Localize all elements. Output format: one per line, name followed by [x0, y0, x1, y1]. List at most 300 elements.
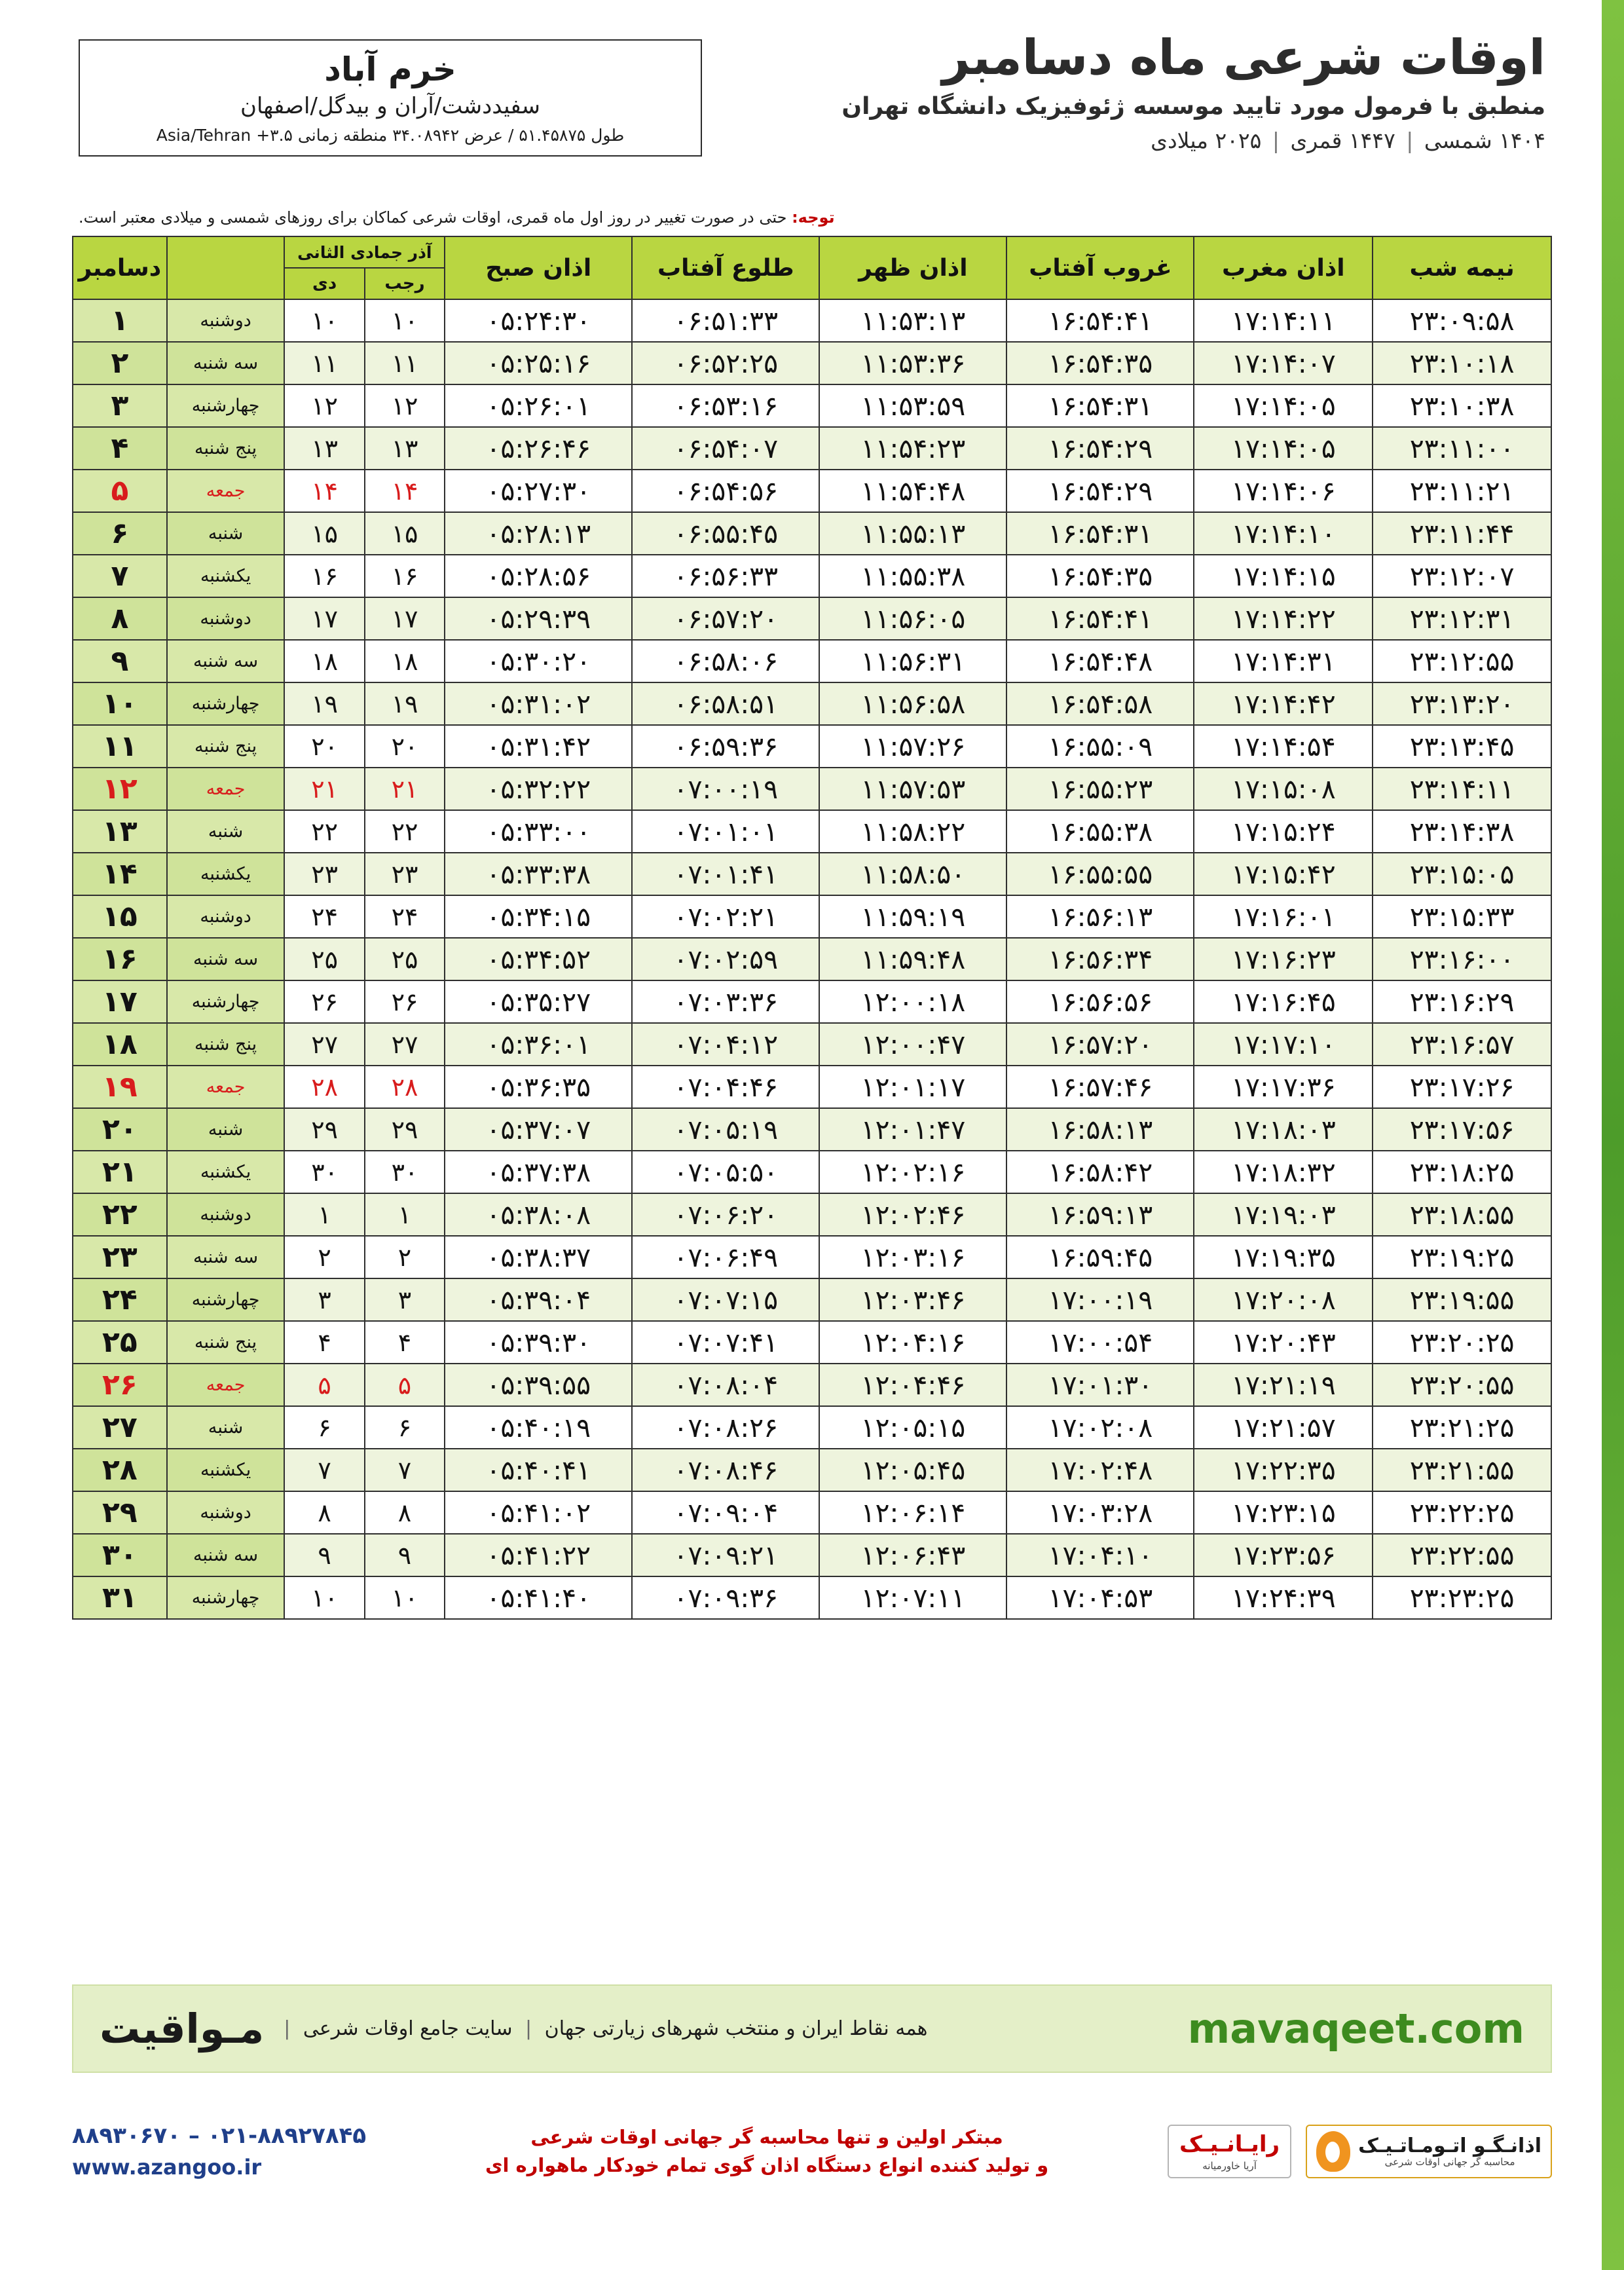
cell-sunrise: ۰۷:۰۷:۴۱ [632, 1321, 819, 1364]
cell-fajr: ۰۵:۴۰:۴۱ [445, 1449, 632, 1491]
cell-sunset: ۱۷:۰۲:۰۸ [1006, 1406, 1194, 1449]
cell-maghrib: ۱۷:۲۴:۳۹ [1194, 1576, 1373, 1619]
cell-shamsi: ۱۷ [284, 597, 364, 640]
cell-sunrise: ۰۶:۵۶:۳۳ [632, 555, 819, 597]
cell-dhuhr: ۱۲:۰۵:۱۵ [819, 1406, 1006, 1449]
cell-dhuhr: ۱۲:۰۴:۴۶ [819, 1364, 1006, 1406]
cell-weekday: جمعه [167, 1066, 285, 1108]
cell-sunrise: ۰۷:۰۲:۲۱ [632, 895, 819, 938]
cell-dhuhr: ۱۱:۵۵:۳۸ [819, 555, 1006, 597]
cell-sunset: ۱۷:۰۴:۵۳ [1006, 1576, 1194, 1619]
th-calendar-group: آذر جمادی الثانی [284, 236, 445, 268]
cell-qamari: ۱۰ [365, 299, 445, 342]
cell-maghrib: ۱۷:۲۳:۵۶ [1194, 1534, 1373, 1576]
table-row [73, 1364, 1551, 1406]
table-row [73, 1449, 1551, 1491]
cell-weekday: سه شنبه [167, 342, 285, 384]
table-row [73, 470, 1551, 512]
cell-day: ۲۸ [73, 1449, 167, 1491]
cell-sunset: ۱۶:۵۵:۳۸ [1006, 810, 1194, 853]
cell-shamsi: ۲۹ [284, 1108, 364, 1151]
cell-dhuhr: ۱۱:۵۶:۳۱ [819, 640, 1006, 682]
brand-tagline-sep-2: | [284, 2017, 291, 2040]
cell-shamsi: ۲۵ [284, 938, 364, 980]
prayer-times-table-wrap [72, 236, 1552, 1620]
cell-maghrib: ۱۷:۲۱:۱۹ [1194, 1364, 1373, 1406]
cell-fajr: ۰۵:۳۳:۳۸ [445, 853, 632, 895]
cell-qamari: ۸ [365, 1491, 445, 1534]
cell-qamari: ۱۷ [365, 597, 445, 640]
table-row [73, 938, 1551, 980]
cell-shamsi: ۱۲ [284, 384, 364, 427]
cell-sunset: ۱۶:۵۴:۳۱ [1006, 384, 1194, 427]
cell-sunset: ۱۶:۵۴:۳۵ [1006, 555, 1194, 597]
cell-dhuhr: ۱۲:۰۱:۴۷ [819, 1108, 1006, 1151]
cell-midnight: ۲۳:۱۲:۳۱ [1373, 597, 1551, 640]
cell-maghrib: ۱۷:۱۸:۳۲ [1194, 1151, 1373, 1193]
cell-weekday: شنبه [167, 512, 285, 555]
cell-fajr: ۰۵:۲۴:۳۰ [445, 299, 632, 342]
cell-fajr: ۰۵:۴۰:۱۹ [445, 1406, 632, 1449]
cell-maghrib: ۱۷:۱۴:۵۴ [1194, 725, 1373, 768]
cell-sunset: ۱۶:۵۵:۰۹ [1006, 725, 1194, 768]
cell-sunset: ۱۷:۰۱:۳۰ [1006, 1364, 1194, 1406]
page-subtitle: منطبق با فرمول مورد تایید موسسه ژئوفیزیک دانشگاه تهران [841, 92, 1545, 120]
cell-weekday: سه شنبه [167, 938, 285, 980]
cell-sunset: ۱۶:۵۴:۴۱ [1006, 299, 1194, 342]
cell-fajr: ۰۵:۳۰:۲۰ [445, 640, 632, 682]
cell-sunset: ۱۶:۵۴:۴۸ [1006, 640, 1194, 682]
cell-maghrib: ۱۷:۱۴:۱۰ [1194, 512, 1373, 555]
th-dhuhr: اذان ظهر [819, 236, 1006, 299]
cell-weekday: پنج شنبه [167, 1023, 285, 1066]
cell-day: ۱۵ [73, 895, 167, 938]
cell-qamari: ۲۴ [365, 895, 445, 938]
cell-shamsi: ۲۰ [284, 725, 364, 768]
cell-sunrise: ۰۶:۵۳:۱۶ [632, 384, 819, 427]
cell-fajr: ۰۵:۲۶:۴۶ [445, 427, 632, 470]
th-qamari: رجب [365, 268, 445, 299]
cell-maghrib: ۱۷:۱۴:۰۵ [1194, 384, 1373, 427]
cell-sunrise: ۰۶:۵۹:۳۶ [632, 725, 819, 768]
cell-dhuhr: ۱۱:۵۴:۲۳ [819, 427, 1006, 470]
year-miladi: ۲۰۲۵ میلادی [1151, 127, 1262, 153]
footer-bottom [72, 2086, 1552, 2217]
cell-shamsi: ۱ [284, 1193, 364, 1236]
cell-weekday: جمعه [167, 768, 285, 810]
cell-shamsi: ۲۱ [284, 768, 364, 810]
cell-maghrib: ۱۷:۱۹:۰۳ [1194, 1193, 1373, 1236]
cell-dhuhr: ۱۲:۰۱:۱۷ [819, 1066, 1006, 1108]
cell-weekday: چهارشنبه [167, 1278, 285, 1321]
rayanik-name-text: رایـانـیـک [1179, 2131, 1280, 2157]
cell-midnight: ۲۳:۱۶:۰۰ [1373, 938, 1551, 980]
cell-shamsi: ۲۶ [284, 980, 364, 1023]
cell-sunset: ۱۶:۵۵:۲۳ [1006, 768, 1194, 810]
azangoo-logo-text [1358, 2135, 1541, 2168]
cell-midnight: ۲۳:۱۱:۴۴ [1373, 512, 1551, 555]
table-body [73, 299, 1551, 1619]
cell-weekday: چهارشنبه [167, 1576, 285, 1619]
cell-midnight: ۲۳:۲۲:۲۵ [1373, 1491, 1551, 1534]
cell-weekday: سه شنبه [167, 640, 285, 682]
cell-weekday: یکشنبه [167, 1449, 285, 1491]
cell-dhuhr: ۱۱:۵۶:۰۵ [819, 597, 1006, 640]
table-row [73, 1534, 1551, 1576]
cell-day: ۲۶ [73, 1364, 167, 1406]
cell-dhuhr: ۱۲:۰۰:۴۷ [819, 1023, 1006, 1066]
prayer-times-table [72, 236, 1552, 1620]
cell-day: ۱ [73, 299, 167, 342]
cell-dhuhr: ۱۱:۵۹:۴۸ [819, 938, 1006, 980]
cell-qamari: ۲۳ [365, 853, 445, 895]
cell-qamari: ۹ [365, 1534, 445, 1576]
cell-fajr: ۰۵:۲۸:۵۶ [445, 555, 632, 597]
cell-day: ۱۴ [73, 853, 167, 895]
cell-sunrise: ۰۷:۰۹:۲۱ [632, 1534, 819, 1576]
cell-sunset: ۱۶:۵۸:۴۲ [1006, 1151, 1194, 1193]
cell-shamsi: ۹ [284, 1534, 364, 1576]
table-row [73, 810, 1551, 853]
cell-weekday: دوشنبه [167, 597, 285, 640]
cell-maghrib: ۱۷:۱۷:۱۰ [1194, 1023, 1373, 1066]
cell-maghrib: ۱۷:۲۰:۰۸ [1194, 1278, 1373, 1321]
cell-qamari: ۱۸ [365, 640, 445, 682]
cell-fajr: ۰۵:۳۷:۳۸ [445, 1151, 632, 1193]
cell-dhuhr: ۱۱:۵۶:۵۸ [819, 682, 1006, 725]
cell-maghrib: ۱۷:۱۶:۲۳ [1194, 938, 1373, 980]
cell-dhuhr: ۱۱:۵۵:۱۳ [819, 512, 1006, 555]
cell-shamsi: ۳۰ [284, 1151, 364, 1193]
footer-slogan-line-2: و تولید کننده انواع دستگاه اذان گوی تمام خودکار ماهواره ای [485, 2154, 1049, 2176]
cell-fajr: ۰۵:۲۸:۱۳ [445, 512, 632, 555]
cell-midnight: ۲۳:۱۹:۵۵ [1373, 1278, 1551, 1321]
note-text: حتی در صورت تغییر در روز اول ماه قمری، اوقات شرعی کماکان برای روزهای شمسی و میلادی معتبر است. [79, 208, 787, 227]
cell-qamari: ۱ [365, 1193, 445, 1236]
cell-fajr: ۰۵:۳۱:۴۲ [445, 725, 632, 768]
cell-midnight: ۲۳:۱۹:۲۵ [1373, 1236, 1551, 1278]
table-row [73, 384, 1551, 427]
cell-weekday: دوشنبه [167, 299, 285, 342]
table-row [73, 895, 1551, 938]
cell-fajr: ۰۵:۲۵:۱۶ [445, 342, 632, 384]
cell-qamari: ۲۸ [365, 1066, 445, 1108]
cell-sunrise: ۰۷:۰۴:۴۶ [632, 1066, 819, 1108]
th-sunrise: طلوع آفتاب [632, 236, 819, 299]
cell-dhuhr: ۱۱:۵۸:۲۲ [819, 810, 1006, 853]
table-row [73, 853, 1551, 895]
cell-dhuhr: ۱۱:۵۳:۱۳ [819, 299, 1006, 342]
cell-maghrib: ۱۷:۱۴:۲۲ [1194, 597, 1373, 640]
table-row [73, 768, 1551, 810]
city-box [79, 39, 702, 157]
cell-qamari: ۲۱ [365, 768, 445, 810]
cell-day: ۱۱ [73, 725, 167, 768]
page-header [0, 0, 1624, 227]
cell-fajr: ۰۵:۳۶:۳۵ [445, 1066, 632, 1108]
cell-shamsi: ۵ [284, 1364, 364, 1406]
cell-maghrib: ۱۷:۱۵:۰۸ [1194, 768, 1373, 810]
cell-day: ۱۹ [73, 1066, 167, 1108]
table-row [73, 299, 1551, 342]
table-row [73, 555, 1551, 597]
table-row [73, 1321, 1551, 1364]
cell-sunrise: ۰۷:۰۹:۰۴ [632, 1491, 819, 1534]
cell-shamsi: ۱۰ [284, 299, 364, 342]
cell-weekday: یکشنبه [167, 853, 285, 895]
cell-sunrise: ۰۷:۰۸:۲۶ [632, 1406, 819, 1449]
cell-midnight: ۲۳:۱۷:۵۶ [1373, 1108, 1551, 1151]
table-row [73, 427, 1551, 470]
cell-maghrib: ۱۷:۱۴:۴۲ [1194, 682, 1373, 725]
cell-midnight: ۲۳:۱۵:۰۵ [1373, 853, 1551, 895]
th-midnight: نیمه شب [1373, 236, 1551, 299]
cell-sunrise: ۰۷:۰۳:۳۶ [632, 980, 819, 1023]
cell-day: ۲۱ [73, 1151, 167, 1193]
cell-shamsi: ۱۹ [284, 682, 364, 725]
table-row [73, 597, 1551, 640]
cell-qamari: ۴ [365, 1321, 445, 1364]
cell-qamari: ۱۳ [365, 427, 445, 470]
cell-maghrib: ۱۷:۱۵:۲۴ [1194, 810, 1373, 853]
table-row [73, 1278, 1551, 1321]
cell-shamsi: ۱۱ [284, 342, 364, 384]
cell-sunset: ۱۶:۵۶:۳۴ [1006, 938, 1194, 980]
cell-shamsi: ۲۴ [284, 895, 364, 938]
cell-day: ۳ [73, 384, 167, 427]
table-row [73, 980, 1551, 1023]
cell-day: ۲۴ [73, 1278, 167, 1321]
cell-weekday: یکشنبه [167, 555, 285, 597]
cell-qamari: ۲۵ [365, 938, 445, 980]
cell-qamari: ۳ [365, 1278, 445, 1321]
cell-weekday: چهارشنبه [167, 384, 285, 427]
years-line [841, 128, 1545, 153]
cell-day: ۴ [73, 427, 167, 470]
cell-maghrib: ۱۷:۱۴:۰۵ [1194, 427, 1373, 470]
cell-dhuhr: ۱۱:۵۴:۴۸ [819, 470, 1006, 512]
cell-day: ۱۲ [73, 768, 167, 810]
cell-weekday: جمعه [167, 1364, 285, 1406]
cell-sunset: ۱۶:۵۴:۴۱ [1006, 597, 1194, 640]
footer-logos [1168, 2125, 1552, 2178]
table-row [73, 1151, 1551, 1193]
cell-dhuhr: ۱۱:۵۳:۵۹ [819, 384, 1006, 427]
cell-day: ۸ [73, 597, 167, 640]
cell-fajr: ۰۵:۳۲:۲۲ [445, 768, 632, 810]
rayanik-logo [1168, 2125, 1291, 2178]
cell-midnight: ۲۳:۱۰:۳۸ [1373, 384, 1551, 427]
azangoo-logo [1306, 2125, 1552, 2178]
cell-sunset: ۱۶:۵۶:۱۳ [1006, 895, 1194, 938]
cell-sunset: ۱۶:۵۴:۲۹ [1006, 470, 1194, 512]
cell-dhuhr: ۱۲:۰۶:۱۴ [819, 1491, 1006, 1534]
cell-midnight: ۲۳:۱۳:۲۰ [1373, 682, 1551, 725]
cell-maghrib: ۱۷:۱۷:۳۶ [1194, 1066, 1373, 1108]
brand-website[interactable]: mavaqeet.com [1187, 2005, 1524, 2053]
cell-midnight: ۲۳:۱۳:۴۵ [1373, 725, 1551, 768]
cell-sunrise: ۰۷:۰۵:۵۰ [632, 1151, 819, 1193]
brand-tagline [277, 2017, 927, 2040]
footer-contact [72, 2120, 366, 2183]
th-shamsi: دی [284, 268, 364, 299]
cell-shamsi: ۷ [284, 1449, 364, 1491]
cell-weekday: پنج شنبه [167, 725, 285, 768]
cell-shamsi: ۱۴ [284, 470, 364, 512]
cell-shamsi: ۲۷ [284, 1023, 364, 1066]
cell-dhuhr: ۱۱:۵۷:۲۶ [819, 725, 1006, 768]
cell-fajr: ۰۵:۴۱:۰۲ [445, 1491, 632, 1534]
table-row [73, 640, 1551, 682]
cell-sunrise: ۰۶:۵۱:۳۳ [632, 299, 819, 342]
cell-dhuhr: ۱۲:۰۵:۴۵ [819, 1449, 1006, 1491]
cell-qamari: ۱۴ [365, 470, 445, 512]
cell-fajr: ۰۵:۳۱:۰۲ [445, 682, 632, 725]
cell-dhuhr: ۱۱:۵۷:۵۳ [819, 768, 1006, 810]
cell-dhuhr: ۱۱:۵۸:۵۰ [819, 853, 1006, 895]
cell-qamari: ۱۲ [365, 384, 445, 427]
city-name: خرم آباد [324, 50, 456, 88]
cell-weekday: پنج شنبه [167, 1321, 285, 1364]
cell-maghrib: ۱۷:۱۶:۰۱ [1194, 895, 1373, 938]
cell-day: ۲۹ [73, 1491, 167, 1534]
cell-qamari: ۳۰ [365, 1151, 445, 1193]
cell-sunset: ۱۷:۰۲:۴۸ [1006, 1449, 1194, 1491]
cell-day: ۱۶ [73, 938, 167, 980]
cell-day: ۲۵ [73, 1321, 167, 1364]
cell-midnight: ۲۳:۱۴:۱۱ [1373, 768, 1551, 810]
cell-fajr: ۰۵:۳۸:۰۸ [445, 1193, 632, 1236]
cell-sunset: ۱۶:۵۹:۴۵ [1006, 1236, 1194, 1278]
footer-phone: ۰۲۱-۸۸۹۲۷۸۴۵ – ۸۸۹۳۰۶۷۰ [72, 2123, 367, 2149]
cell-weekday: شنبه [167, 1406, 285, 1449]
cell-qamari: ۲۰ [365, 725, 445, 768]
cell-sunrise: ۰۷:۰۹:۳۶ [632, 1576, 819, 1619]
cell-midnight: ۲۳:۱۱:۰۰ [1373, 427, 1551, 470]
table-row [73, 1193, 1551, 1236]
cell-dhuhr: ۱۲:۰۳:۱۶ [819, 1236, 1006, 1278]
cell-sunrise: ۰۷:۰۷:۱۵ [632, 1278, 819, 1321]
cell-midnight: ۲۳:۲۱:۵۵ [1373, 1449, 1551, 1491]
cell-fajr: ۰۵:۳۹:۳۰ [445, 1321, 632, 1364]
cell-fajr: ۰۵:۲۷:۳۰ [445, 470, 632, 512]
cell-midnight: ۲۳:۱۶:۵۷ [1373, 1023, 1551, 1066]
brand-tagline-1: سایت جامع اوقات شرعی [303, 2017, 513, 2040]
cell-midnight: ۲۳:۱۶:۲۹ [1373, 980, 1551, 1023]
year-qamari: ۱۴۴۷ قمری [1290, 127, 1395, 153]
cell-day: ۷ [73, 555, 167, 597]
cell-shamsi: ۲ [284, 1236, 364, 1278]
cell-sunrise: ۰۶:۵۸:۰۶ [632, 640, 819, 682]
page-title: اوقات شرعی ماه دسامبر [942, 29, 1545, 86]
cell-sunrise: ۰۷:۰۶:۲۰ [632, 1193, 819, 1236]
table-row [73, 1491, 1551, 1534]
th-fajr: اذان صبح [445, 236, 632, 299]
cell-maghrib: ۱۷:۱۹:۳۵ [1194, 1236, 1373, 1278]
cell-shamsi: ۲۲ [284, 810, 364, 853]
cell-maghrib: ۱۷:۲۰:۴۳ [1194, 1321, 1373, 1364]
cell-weekday: سه شنبه [167, 1534, 285, 1576]
cell-maghrib: ۱۷:۱۵:۴۲ [1194, 853, 1373, 895]
cell-sunset: ۱۶:۵۴:۵۸ [1006, 682, 1194, 725]
note-line [79, 208, 1545, 227]
cell-maghrib: ۱۷:۲۱:۵۷ [1194, 1406, 1373, 1449]
cell-qamari: ۲۷ [365, 1023, 445, 1066]
cell-sunrise: ۰۶:۵۵:۴۵ [632, 512, 819, 555]
rayanik-name-fa [1179, 2131, 1280, 2157]
cell-maghrib: ۱۷:۲۲:۳۵ [1194, 1449, 1373, 1491]
note-label: توجه: [792, 208, 835, 227]
cell-qamari: ۵ [365, 1364, 445, 1406]
cell-sunset: ۱۶:۵۶:۵۶ [1006, 980, 1194, 1023]
cell-maghrib: ۱۷:۱۴:۱۵ [1194, 555, 1373, 597]
table-head [73, 236, 1551, 299]
cell-weekday: چهارشنبه [167, 980, 285, 1023]
cell-shamsi: ۴ [284, 1321, 364, 1364]
cell-day: ۳۱ [73, 1576, 167, 1619]
cell-qamari: ۱۹ [365, 682, 445, 725]
year-shamsi: ۱۴۰۴ شمسی [1424, 127, 1545, 153]
cell-day: ۱۸ [73, 1023, 167, 1066]
cell-midnight: ۲۳:۲۲:۵۵ [1373, 1534, 1551, 1576]
cell-qamari: ۷ [365, 1449, 445, 1491]
cell-sunset: ۱۶:۵۸:۱۳ [1006, 1108, 1194, 1151]
cell-midnight: ۲۳:۱۲:۵۵ [1373, 640, 1551, 682]
cell-sunrise: ۰۷:۰۲:۵۹ [632, 938, 819, 980]
cell-day: ۲۲ [73, 1193, 167, 1236]
cell-fajr: ۰۵:۳۸:۳۷ [445, 1236, 632, 1278]
cell-sunrise: ۰۷:۰۱:۰۱ [632, 810, 819, 853]
cell-day: ۳۰ [73, 1534, 167, 1576]
brand-name-fa: مـواقیت [100, 2005, 265, 2053]
cell-midnight: ۲۳:۱۷:۲۶ [1373, 1066, 1551, 1108]
cell-qamari: ۱۶ [365, 555, 445, 597]
cell-sunset: ۱۷:۰۳:۲۸ [1006, 1491, 1194, 1534]
cell-fajr: ۰۵:۴۱:۲۲ [445, 1534, 632, 1576]
cell-dhuhr: ۱۲:۰۷:۱۱ [819, 1576, 1006, 1619]
cell-sunset: ۱۶:۵۴:۳۱ [1006, 512, 1194, 555]
city-alt-names: سفیددشت/آران و بیدگل/اصفهان [240, 93, 541, 119]
footer-website[interactable]: www.azangoo.ir [72, 2155, 262, 2180]
cell-midnight: ۲۳:۲۰:۵۵ [1373, 1364, 1551, 1406]
footer-slogan [485, 2123, 1048, 2180]
cell-shamsi: ۱۶ [284, 555, 364, 597]
year-sep-2: | [1272, 127, 1280, 153]
cell-weekday: سه شنبه [167, 1236, 285, 1278]
table-row [73, 1236, 1551, 1278]
cell-midnight: ۲۳:۱۵:۳۳ [1373, 895, 1551, 938]
cell-maghrib: ۱۷:۱۴:۳۱ [1194, 640, 1373, 682]
cell-maghrib: ۱۷:۱۴:۱۱ [1194, 299, 1373, 342]
th-weekday [167, 236, 285, 299]
cell-midnight: ۲۳:۱۱:۲۱ [1373, 470, 1551, 512]
decorative-edge-bar [1602, 0, 1624, 2270]
cell-maghrib: ۱۷:۱۶:۴۵ [1194, 980, 1373, 1023]
cell-maghrib: ۱۷:۱۸:۰۳ [1194, 1108, 1373, 1151]
cell-day: ۲۳ [73, 1236, 167, 1278]
footer-slogan-line-1: مبتکر اولین و تنها محاسبه گر جهانی اوقات شرعی [530, 2125, 1003, 2148]
cell-sunrise: ۰۷:۰۴:۱۲ [632, 1023, 819, 1066]
cell-weekday: شنبه [167, 1108, 285, 1151]
cell-weekday: دوشنبه [167, 1193, 285, 1236]
cell-weekday: شنبه [167, 810, 285, 853]
cell-qamari: ۲۶ [365, 980, 445, 1023]
cell-day: ۲ [73, 342, 167, 384]
cell-maghrib: ۱۷:۱۴:۰۶ [1194, 470, 1373, 512]
table-row [73, 1406, 1551, 1449]
cell-qamari: ۲۲ [365, 810, 445, 853]
cell-maghrib: ۱۷:۲۳:۱۵ [1194, 1491, 1373, 1534]
